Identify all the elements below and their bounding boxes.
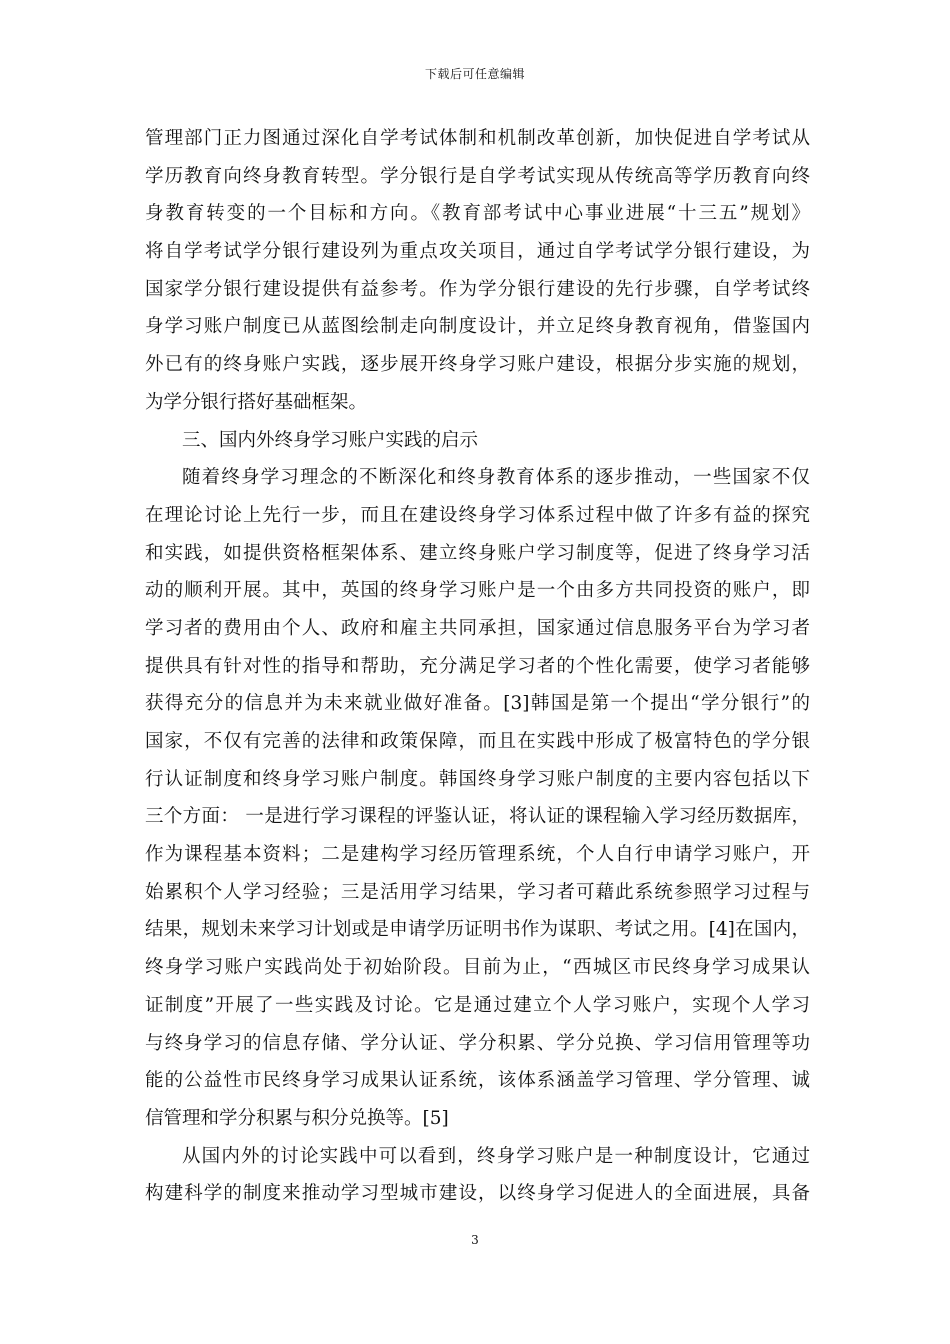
text-line: 国家，不仅有完善的法律和政策保障，而且在实践中形成了极富特色的学分银	[145, 731, 810, 752]
page-number: 3	[471, 1233, 479, 1247]
text-line: 动的顺利开展。其中，英国的终身学习账户是一个由多方共同投资的账户，即	[145, 580, 810, 602]
text-line: 为学分银行搭好基础框架。	[145, 391, 368, 413]
text-line: 获得充分的信息并为未来就业做好准备。[3]韩国是第一个提出“学分银行”的	[145, 693, 810, 715]
text-line: 身学习账户制度已从蓝图绘制走向制度设计，并立足终身教育视角，借鉴国内	[145, 316, 810, 338]
text-line: 与终身学习的信息存储、学分认证、学分积累、学分兑换、学习信用管理等功	[145, 1032, 810, 1054]
text-line: 提供具有针对性的指导和帮助，充分满足学习者的个性化需要，使学习者能够	[145, 655, 810, 677]
text-line: 将自学考试学分银行建设列为重点攻关项目，通过自学考试学分银行建设，为	[145, 241, 810, 263]
paragraph	[145, 459, 810, 1137]
text-line: 管理部门正力图通过深化自学考试体制和机制改革创新，加快促进自学考试从	[145, 128, 810, 149]
text-line: 和实践，如提供资格框架体系、建立终身账户学习制度等，促进了终身学习活	[145, 542, 810, 564]
page-header: 下载后可任意编辑	[424, 67, 525, 81]
text-line: 证制度”开展了一些实践及讨论。它是通过建立个人学习账户，实现个人学习	[145, 994, 810, 1016]
text-line: 结果，规划未来学习计划或是申请学历证明书作为谋职、考试之用。[4]在国内，	[145, 919, 810, 941]
paragraph	[145, 1138, 810, 1213]
text-line: 身教育转变的一个目标和方向。《教育部考试中心事业进展“十三五”规划》	[145, 203, 810, 225]
text-line: 随着终身学习理念的不断深化和终身教育体系的逐步推动，一些国家不仅	[182, 467, 810, 489]
text-line: 三个方面： 一是进行学习课程的评鉴认证，将认证的课程输入学习经历数据库，	[145, 806, 810, 828]
paragraph	[145, 422, 810, 460]
text-line: 学习者的费用由个人、政府和雇主共同承担，国家通过信息服务平台为学习者	[145, 617, 810, 639]
text-line: 终身学习账户实践尚处于初始阶段。目前为止，“西城区市民终身学习成果认	[145, 957, 810, 979]
text-line: 行认证制度和终身学习账户制度。韩国终身学习账户制度的主要内容包括以下	[145, 768, 810, 790]
text-line: 信管理和学分积累与积分兑换等。[5]	[145, 1107, 449, 1129]
text-line: 从国内外的讨论实践中可以看到，终身学习账户是一种制度设计，它通过	[182, 1145, 810, 1167]
text-line: 学历教育向终身教育转型。学分银行是自学考试实现从传统高等学历教育向终	[145, 165, 810, 187]
text-line: 外已有的终身账户实践，逐步展开终身学习账户建设，根据分步实施的规划，	[145, 354, 810, 376]
text-line: 能的公益性市民终身学习成果认证系统，该体系涵盖学习管理、学分管理、诚	[145, 1070, 810, 1092]
text-line: 国家学分银行建设提供有益参考。作为学分银行建设的先行步骤，自学考试终	[145, 278, 810, 300]
document-body	[145, 120, 810, 1213]
paragraph	[145, 120, 810, 422]
text-line: 在理论讨论上先行一步，而且在建设终身学习体系过程中做了许多有益的探究	[145, 504, 810, 526]
text-line: 作为课程基本资料；二是建构学习经历管理系统，个人自行申请学习账户，开	[145, 844, 810, 866]
text-line: 三、国内外终身学习账户实践的启示	[182, 429, 479, 451]
text-line: 始累积个人学习经验；三是活用学习结果，学习者可藉此系统参照学习过程与	[145, 881, 810, 903]
text-line: 构建科学的制度来推动学习型城市建设，以终身学习促进人的全面进展，具备	[145, 1183, 810, 1205]
